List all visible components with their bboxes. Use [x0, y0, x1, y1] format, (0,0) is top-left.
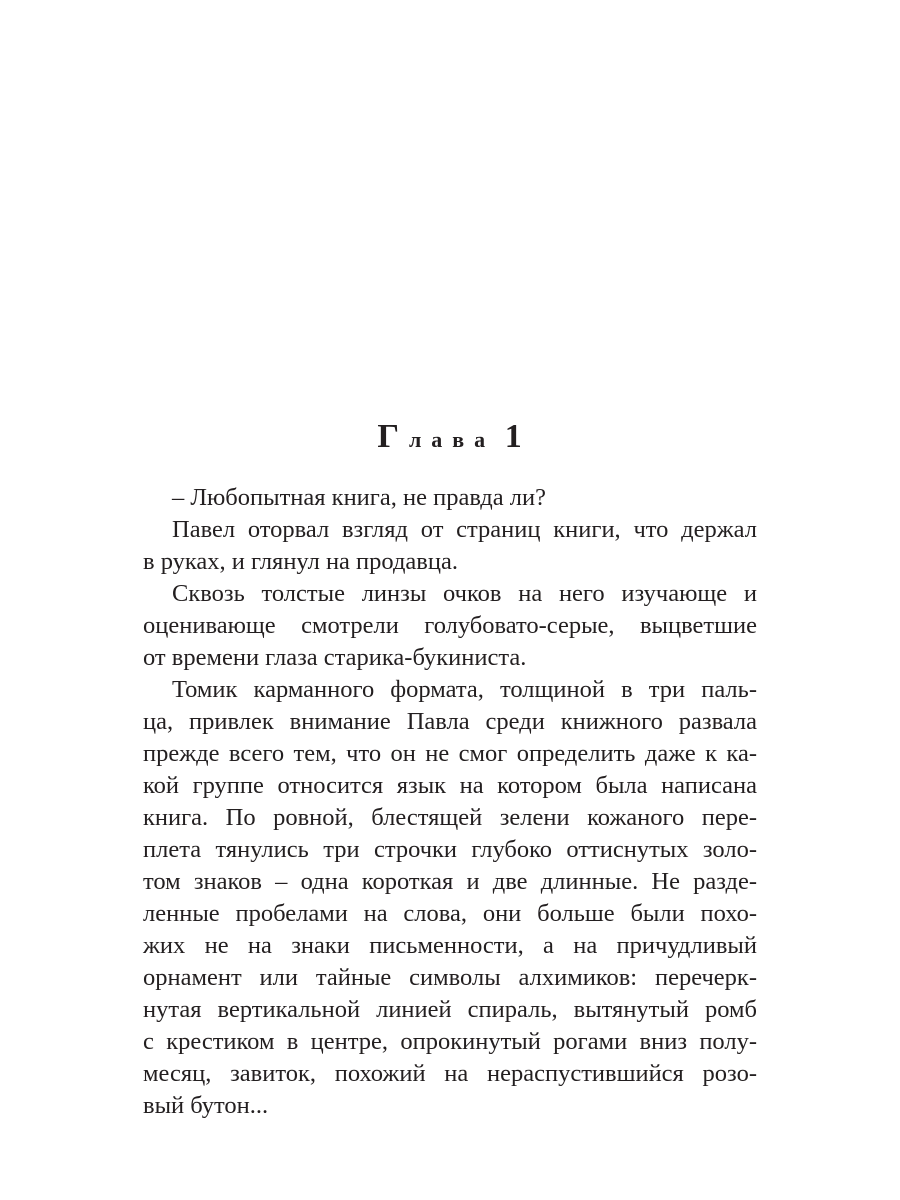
text-line: прежде всего тем, что он не смог определить даже к ка-	[143, 740, 757, 767]
text-line: в руках, и глянул на продавца.	[143, 548, 458, 575]
chapter-title-word: лава	[408, 427, 496, 452]
text-line: ленные пробелами на слова, они больше были похо-	[143, 900, 757, 927]
chapter-title-initial: Г	[377, 418, 409, 455]
text-line: жих не на знаки письменности, а на причудливый	[143, 932, 757, 959]
text-line: месяц, завиток, похожий на нераспустившийся розо-	[143, 1060, 757, 1087]
text-line: ца, привлек внимание Павла среди книжного развала	[143, 708, 757, 735]
text-line: кой группе относится язык на котором была написана	[143, 772, 757, 799]
text-line: Павел оторвал взгляд от страниц книги, что держал	[172, 516, 757, 543]
text-line: орнамент или тайные символы алхимиков: перечерк-	[143, 964, 757, 991]
text-line: с крестиком в центре, опрокинутый рогами вниз полу-	[143, 1028, 757, 1055]
text-line: Томик карманного формата, толщиной в три паль-	[172, 676, 757, 703]
text-line: том знаков – одна короткая и две длинные. Не разде-	[143, 868, 757, 895]
text-line: оценивающе смотрели голубовато-серые, выцветшие	[143, 612, 757, 639]
text-line: от времени глаза старика-букиниста.	[143, 644, 527, 671]
text-line: книга. По ровной, блестящей зелени кожаного пере-	[143, 804, 757, 831]
text-line: – Любопытная книга, не правда ли?	[172, 484, 546, 511]
chapter-body	[143, 482, 757, 1122]
text-line: плета тянулись три строчки глубоко оттиснутых золо-	[143, 836, 757, 863]
text-line: Сквозь толстые линзы очков на него изучающе и	[172, 580, 757, 607]
text-line: нутая вертикальной линией спираль, вытянутый ромб	[143, 996, 757, 1023]
chapter-title	[0, 418, 900, 456]
chapter-number: 1	[504, 418, 523, 455]
text-line: вый бутон...	[143, 1092, 269, 1119]
